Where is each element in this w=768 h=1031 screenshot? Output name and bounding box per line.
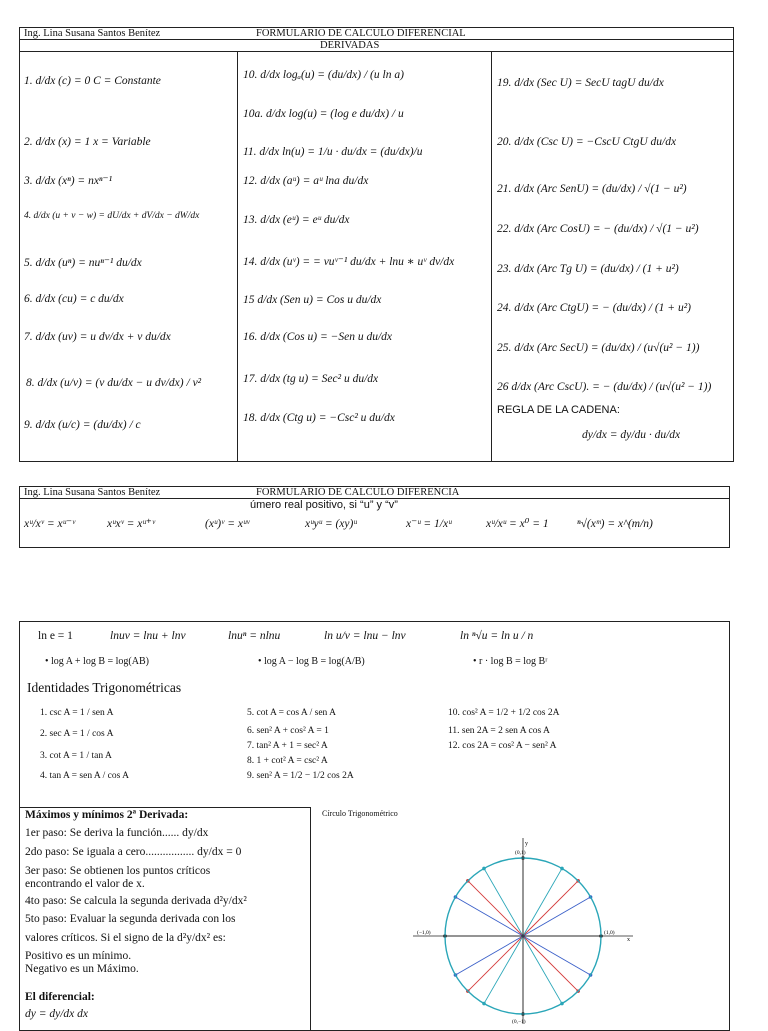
formula-2: 2. d/dx (x) = 1 x = Variable — [24, 136, 151, 148]
formula-24: 24. d/dx (Arc CtgU) = − (du/dx) / (1 + u²) — [497, 302, 691, 314]
formula-11: 11. d/dx ln(u) = 1/u · du/dx = (du/dx)/u — [243, 146, 423, 158]
maxmin-step-3b: encontrando el valor de x. — [25, 878, 145, 890]
formula-3: 3. d/dx (xⁿ) = nxⁿ⁻¹ — [24, 175, 113, 187]
exp-rule-5: x⁻ᵘ = 1/xᵘ — [406, 518, 452, 530]
maxmin-step-2: 2do paso: Se iguala a cero................. dy/dx = 0 — [25, 846, 242, 858]
point-right: (1,0) — [604, 930, 615, 936]
y-axis-label: y — [525, 841, 528, 847]
exponents-header-title: FORMULARIO DE CALCULO DIFERENCIA — [256, 487, 460, 498]
maxmin-step-4: 4to paso: Se calcula la segunda derivada d²y/dx² — [25, 895, 247, 907]
trig-3: 3. cot A = 1 / tan A — [40, 751, 112, 761]
differential-title: El diferencial: — [25, 991, 95, 1003]
formula-21: 21. d/dx (Arc SenU) = (du/dx) / √(1 − u²) — [497, 183, 687, 195]
trig-10: 10. cos² A = 1/2 + 1/2 cos 2A — [448, 708, 560, 718]
formula-9: 9. d/dx (u/c) = (du/dx) / c — [24, 419, 141, 431]
trig-12: 12. cos 2A = cos² A − sen² A — [448, 741, 557, 751]
maxmin-step-3: 3er paso: Se obtienen los puntos críticos — [25, 865, 211, 877]
x-axis-label: x — [627, 937, 630, 943]
formula-17: 17. d/dx (tg u) = Sec² u du/dx — [243, 373, 379, 385]
exponents-note: úmero real positivo, si “u” y “v” — [250, 499, 398, 511]
exp-rule-7: ⁿ√(xᵐ) = x^(m/n) — [577, 518, 653, 530]
formula-23: 23. d/dx (Arc Tg U) = (du/dx) / (1 + u²) — [497, 263, 679, 275]
formula-12: 12. d/dx (aᵘ) = aᵘ lna du/dx — [243, 175, 369, 187]
formula-5: 5. d/dx (uⁿ) = nuⁿ⁻¹ du/dx — [24, 257, 142, 269]
formula-26: 26 d/dx (Arc CscU). = − (du/dx) / (u√(u² − 1)) — [497, 381, 712, 393]
point-left: (−1,0) — [417, 930, 431, 936]
trig-5: 5. cot A = cos A / sen A — [247, 708, 337, 718]
exp-rule-6: xᵘ/xᵘ = x⁰ = 1 — [486, 518, 549, 530]
trig-11: 11. sen 2A = 2 sen A cos A — [448, 726, 550, 736]
maxmin-negative: Negativo es un Máximo. — [25, 963, 139, 975]
maxmin-title: Máximos y mínimos 2ª Derivada: — [25, 809, 189, 821]
formula-13: 13. d/dx (eᵘ) = eᵘ du/dx — [243, 214, 350, 226]
formula-7: 7. d/dx (uv) = u dv/dx + v du/dx — [24, 331, 171, 343]
formula-22: 22. d/dx (Arc CosU) = − (du/dx) / √(1 − u²) — [497, 223, 699, 235]
chain-rule: dy/dx = dy/du · du/dx — [582, 429, 681, 441]
formula-18: 18. d/dx (Ctg u) = −Csc² u du/dx — [243, 412, 395, 424]
log-rule-4: ln u/v = lnu − lnv — [324, 630, 406, 642]
exponents-header-author: Ing. Lina Susana Santos Benítez — [24, 487, 161, 498]
log-property-3: • r · log B = log Bʳ — [473, 656, 548, 667]
formula-14: 14. d/dx (uᵛ) = = vuᵛ⁻¹ du/dx + lnu ∗ uᵛ dv/dx — [243, 256, 455, 268]
chain-rule-label: REGLA DE LA CADENA: — [497, 404, 620, 416]
maxmin-step-5b: valores críticos. Si el signo de la d²y/dx² es: — [25, 932, 226, 944]
maxmin-step-5: 5to paso: Evaluar la segunda derivada con los — [25, 913, 236, 925]
exp-rule-4: xᵘyᵘ = (xy)ᵘ — [305, 518, 357, 530]
formula-8: 8. d/dx (u/v) = (v du/dx − u dv/dx) / v² — [26, 377, 202, 389]
point-top: (0,1) — [515, 850, 526, 856]
circle-title: Círculo Trigonométrico — [322, 809, 398, 818]
exp-rule-2: xᵘxᵛ = xᵘ⁺ᵛ — [107, 518, 156, 530]
log-property-2: • log A − log B = log(A/B) — [258, 656, 365, 667]
trig-7: 7. tan² A + 1 = sec² A — [247, 741, 328, 751]
formula-6: 6. d/dx (cu) = c du/dx — [24, 293, 124, 305]
exp-rule-1: xᵘ/xᵛ = xᵘ⁻ᵛ — [24, 518, 76, 530]
log-rule-2: lnuv = lnu + lnv — [110, 630, 186, 642]
log-rule-1: ln e = 1 — [38, 630, 73, 642]
trig-6: 6. sen² A + cos² A = 1 — [247, 726, 329, 736]
point-bottom: (0,−1) — [512, 1019, 526, 1024]
exp-rule-3: (xᵘ)ᵛ = xᵘᵛ — [205, 518, 250, 530]
log-rule-5: ln ⁿ√u = ln u / n — [460, 630, 534, 642]
col-divider-2 — [491, 51, 492, 462]
trig-circle-diagram — [408, 830, 640, 1024]
trig-9: 9. sen² A = 1/2 − 1/2 cos 2A — [247, 771, 354, 781]
trig-identities-title: Identidades Trigonométricas — [27, 680, 182, 695]
trig-4: 4. tan A = sen A / cos A — [40, 771, 130, 781]
differential-formula: dy = dy/dx dx — [25, 1008, 88, 1020]
formula-10: 10. d/dx logₐ(u) = (du/dx) / (u ln a) — [243, 69, 404, 81]
derivatives-table — [19, 27, 734, 462]
header-subtitle: DERIVADAS — [320, 40, 380, 51]
trig-8: 8. 1 + cot² A = csc² A — [247, 756, 328, 766]
formula-19: 19. d/dx (Sec U) = SecU tagU du/dx — [497, 77, 664, 89]
formula-10a: 10a. d/dx log(u) = (log e du/dx) / u — [243, 108, 404, 120]
col-divider-1 — [237, 51, 238, 462]
trig-1: 1. csc A = 1 / sen A — [40, 708, 114, 718]
maxmin-step-1: 1er paso: Se deriva la función...... dy/dx — [25, 827, 209, 839]
formula-4: 4. d/dx (u + v − w) = dU/dx + dV/dx − dW/dx — [24, 211, 200, 221]
trig-2: 2. sec A = 1 / cos A — [40, 729, 114, 739]
formula-1: 1. d/dx (c) = 0 C = Constante — [24, 75, 161, 87]
log-rule-3: lnuⁿ = nlnu — [228, 630, 281, 642]
formula-25: 25. d/dx (Arc SecU) = (du/dx) / (u√(u² − 1)) — [497, 342, 700, 354]
formula-15: 15 d/dx (Sen u) = Cos u du/dx — [243, 294, 382, 306]
log-property-1: • log A + log B = log(AB) — [45, 656, 149, 667]
formula-20: 20. d/dx (Csc U) = −CscU CtgU du/dx — [497, 136, 677, 148]
header-title: FORMULARIO DE CALCULO DIFERENCIAL — [256, 28, 466, 39]
header-author: Ing. Lina Susana Santos Benítez — [24, 28, 161, 39]
maxmin-positive: Positivo es un mínimo. — [25, 950, 132, 962]
formula-16: 16. d/dx (Cos u) = −Sen u du/dx — [243, 331, 393, 343]
